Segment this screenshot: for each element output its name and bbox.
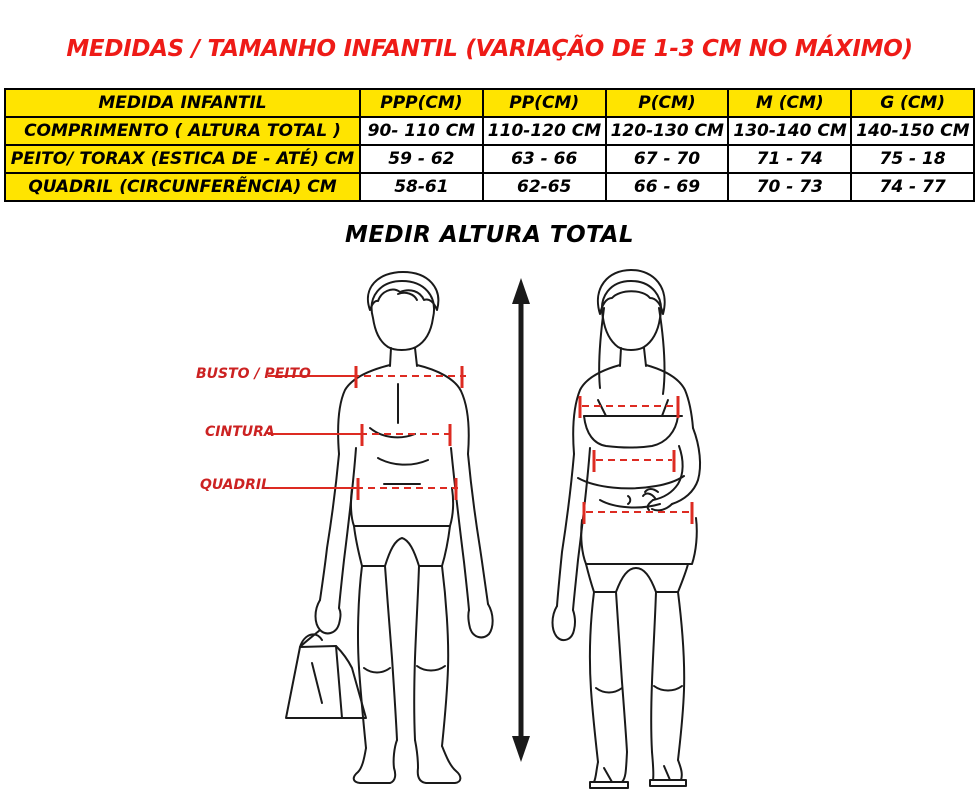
cell-quadril-pp: 62-65: [483, 173, 606, 201]
height-arrow: [512, 278, 530, 762]
annotation-busto-peito: BUSTO / PEITO: [196, 366, 311, 382]
annotation-quadril: QUADRIL: [200, 477, 271, 493]
cell-peito-pp: 63 - 66: [483, 145, 606, 173]
annotation-cintura: CINTURA: [205, 424, 275, 440]
table-header-g: G (CM): [851, 89, 974, 117]
table-row: [5, 173, 974, 201]
cell-comprimento-ppp: 90- 110 CM: [360, 117, 483, 145]
row-label-quadril: QUADRIL (CIRCUNFERẼNCIA) CM: [5, 173, 360, 201]
size-table: [4, 88, 975, 202]
cell-quadril-m: 70 - 73: [728, 173, 851, 201]
cell-comprimento-m: 130-140 CM: [728, 117, 851, 145]
cell-peito-p: 67 - 70: [606, 145, 729, 173]
table-header-pp: PP(CM): [483, 89, 606, 117]
table-row: [5, 145, 974, 173]
girl-figure: [553, 270, 701, 788]
cell-comprimento-g: 140-150 CM: [851, 117, 974, 145]
cell-quadril-p: 66 - 69: [606, 173, 729, 201]
table-header-m: M (CM): [728, 89, 851, 117]
figures-svg: [0, 248, 979, 795]
cell-quadril-g: 74 - 77: [851, 173, 974, 201]
table-row: [5, 117, 974, 145]
cell-comprimento-pp: 110-120 CM: [483, 117, 606, 145]
measurement-illustration: [0, 248, 979, 795]
cell-peito-m: 71 - 74: [728, 145, 851, 173]
cell-peito-g: 75 - 18: [851, 145, 974, 173]
measurement-lines: [268, 366, 692, 524]
section-subtitle: MEDIR ALTURA TOTAL: [344, 222, 635, 248]
row-label-comprimento: COMPRIMENTO ( ALTURA TOTAL ): [5, 117, 360, 145]
cell-peito-ppp: 59 - 62: [360, 145, 483, 173]
table-header-row: [5, 89, 974, 117]
cell-quadril-ppp: 58-61: [360, 173, 483, 201]
row-label-peito: PEITO/ TORAX (ESTICA DE - ATÉ) CM: [5, 145, 360, 173]
table-header-ppp: PPP(CM): [360, 89, 483, 117]
page-title: MEDIDAS / TAMANHO INFANTIL (VARIAÇÃO DE 1-3 CM NO MÁXIMO): [66, 36, 913, 62]
boy-figure: [286, 272, 493, 783]
table-header-p: P(CM): [606, 89, 729, 117]
cell-comprimento-p: 120-130 CM: [606, 117, 729, 145]
table-header-measure: MEDIDA INFANTIL: [5, 89, 360, 117]
